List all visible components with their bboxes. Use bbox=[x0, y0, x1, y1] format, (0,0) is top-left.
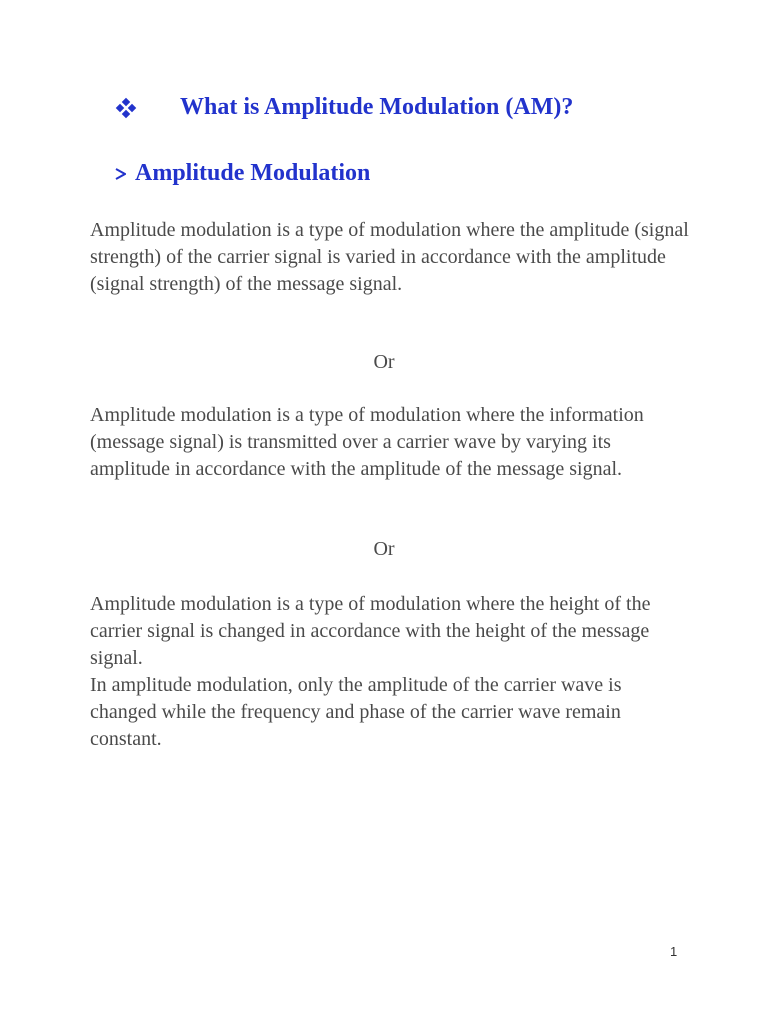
heading-title: What is Amplitude Modulation (AM)? bbox=[180, 94, 574, 120]
page-number: 1 bbox=[670, 944, 678, 959]
arrow-bullet-icon bbox=[114, 168, 126, 180]
separator-or-2: Or bbox=[373, 538, 395, 560]
paragraph-definition-3: Amplitude modulation is a type of modulation where the height of the carrier signal is changed in accordance with the height of the message signal. bbox=[90, 593, 651, 669]
paragraph-definition-1: Amplitude modulation is a type of modulation where the amplitude (signal strength) of the carrier signal is varied in accordance with the amplitude (signal strength) of the message signal. bbox=[90, 219, 689, 295]
paragraph-definition-2: Amplitude modulation is a type of modulation where the information (message signal) is transmitted over a carrier wave by varying its amplitude in accordance with the amplitude of the message signal. bbox=[90, 404, 644, 480]
separator-or-1: Or bbox=[373, 351, 395, 373]
subheading-row bbox=[114, 160, 370, 187]
diamond-bullet-icon bbox=[116, 98, 136, 118]
heading-row bbox=[116, 94, 573, 121]
paragraph-note: In amplitude modulation, only the amplitude of the carrier wave is changed while the frequency and phase of the carrier wave remain constant. bbox=[90, 674, 622, 750]
subheading-title: Amplitude Modulation bbox=[135, 160, 371, 186]
